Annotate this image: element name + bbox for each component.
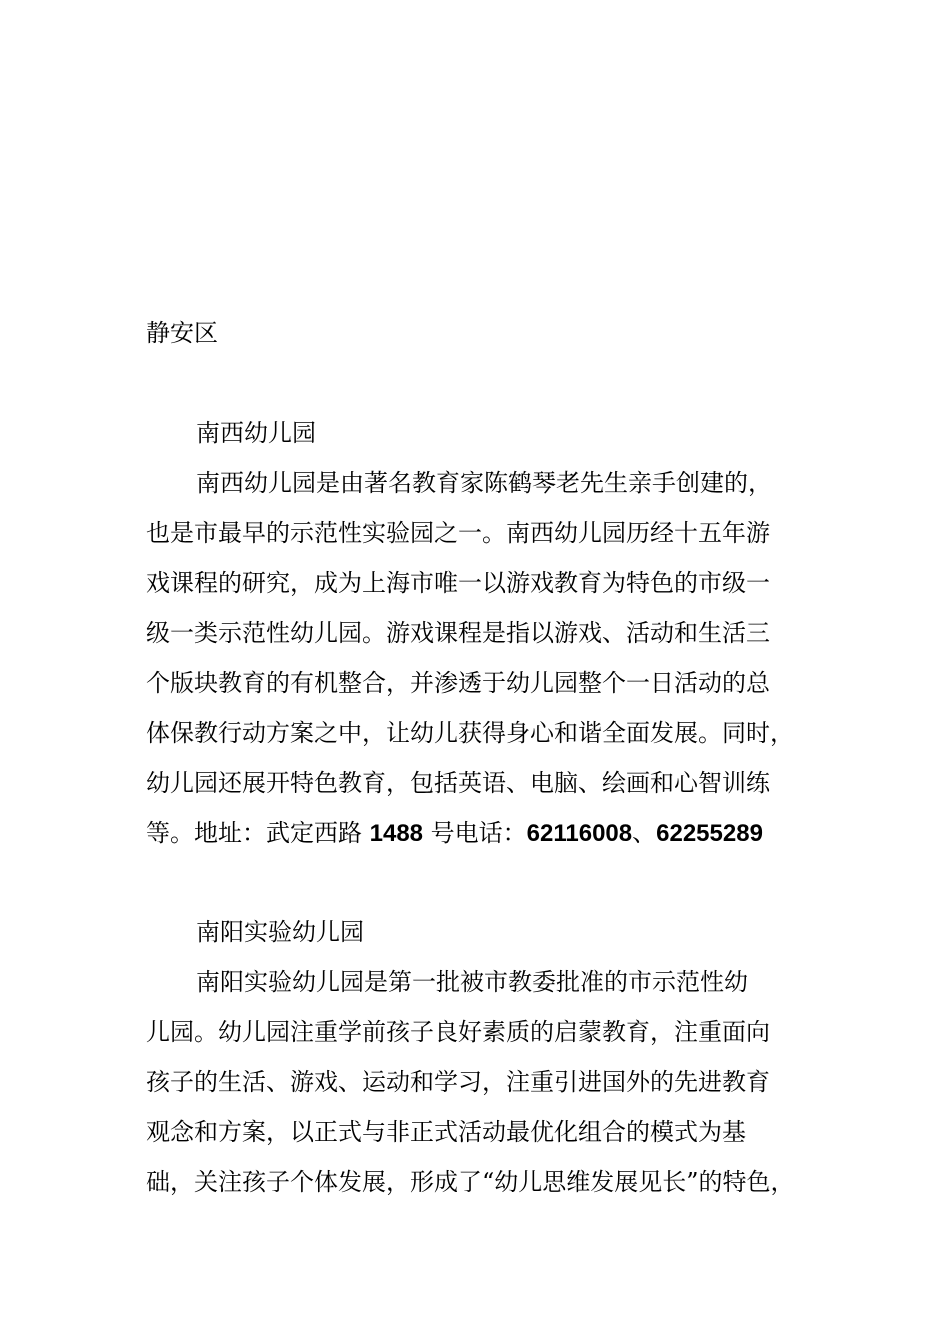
kindergarten-title-nanyang: 南阳实验幼儿园: [196, 918, 364, 946]
paragraph-line: 孩子的生活、游戏、运动和学习，注重引进国外的先进教育: [146, 1068, 770, 1096]
paragraph-line: 础，关注孩子个体发展，形成了“幼儿思维发展见长”的特色，: [146, 1168, 795, 1196]
paragraph-line: 幼儿园还展开特色教育，包括英语、电脑、绘画和心智训练: [146, 769, 770, 797]
street-number: 1488: [369, 820, 424, 847]
phone-label: 号电话：: [423, 819, 527, 847]
district-heading: 静安区: [146, 319, 218, 347]
phone-number-2: 62255289: [656, 820, 763, 847]
paragraph-line: 儿园。幼儿园注重学前孩子良好素质的启蒙教育，注重面向: [146, 1018, 770, 1046]
address-label: 等。地址：武定西路: [146, 819, 370, 847]
paragraph-line: 也是市最早的示范性实验园之一。南西幼儿园历经十五年游: [146, 519, 770, 547]
paragraph-line: 观念和方案，以正式与非正式活动最优化组合的模式为基: [146, 1118, 746, 1146]
paragraph-line: 南西幼儿园是由著名教育家陈鹤琴老先生亲手创建的，: [196, 469, 772, 497]
paragraph-line: 个版块教育的有机整合，并渗透于幼儿园整个一日活动的总: [146, 669, 770, 697]
separator: 、: [632, 819, 657, 847]
paragraph-line: 体保教行动方案之中，让幼儿获得身心和谐全面发展。同时，: [146, 719, 794, 747]
paragraph-line: 戏课程的研究，成为上海市唯一以游戏教育为特色的市级一: [146, 569, 770, 597]
paragraph-line: 南阳实验幼儿园是第一批被市教委批准的市示范性幼: [196, 968, 748, 996]
kindergarten-title-nanxi: 南西幼儿园: [196, 419, 316, 447]
paragraph-line: 级一类示范性幼儿园。游戏课程是指以游戏、活动和生活三: [146, 619, 770, 647]
phone-number-1: 62116008: [526, 820, 633, 847]
address-phone-line: [146, 819, 826, 848]
